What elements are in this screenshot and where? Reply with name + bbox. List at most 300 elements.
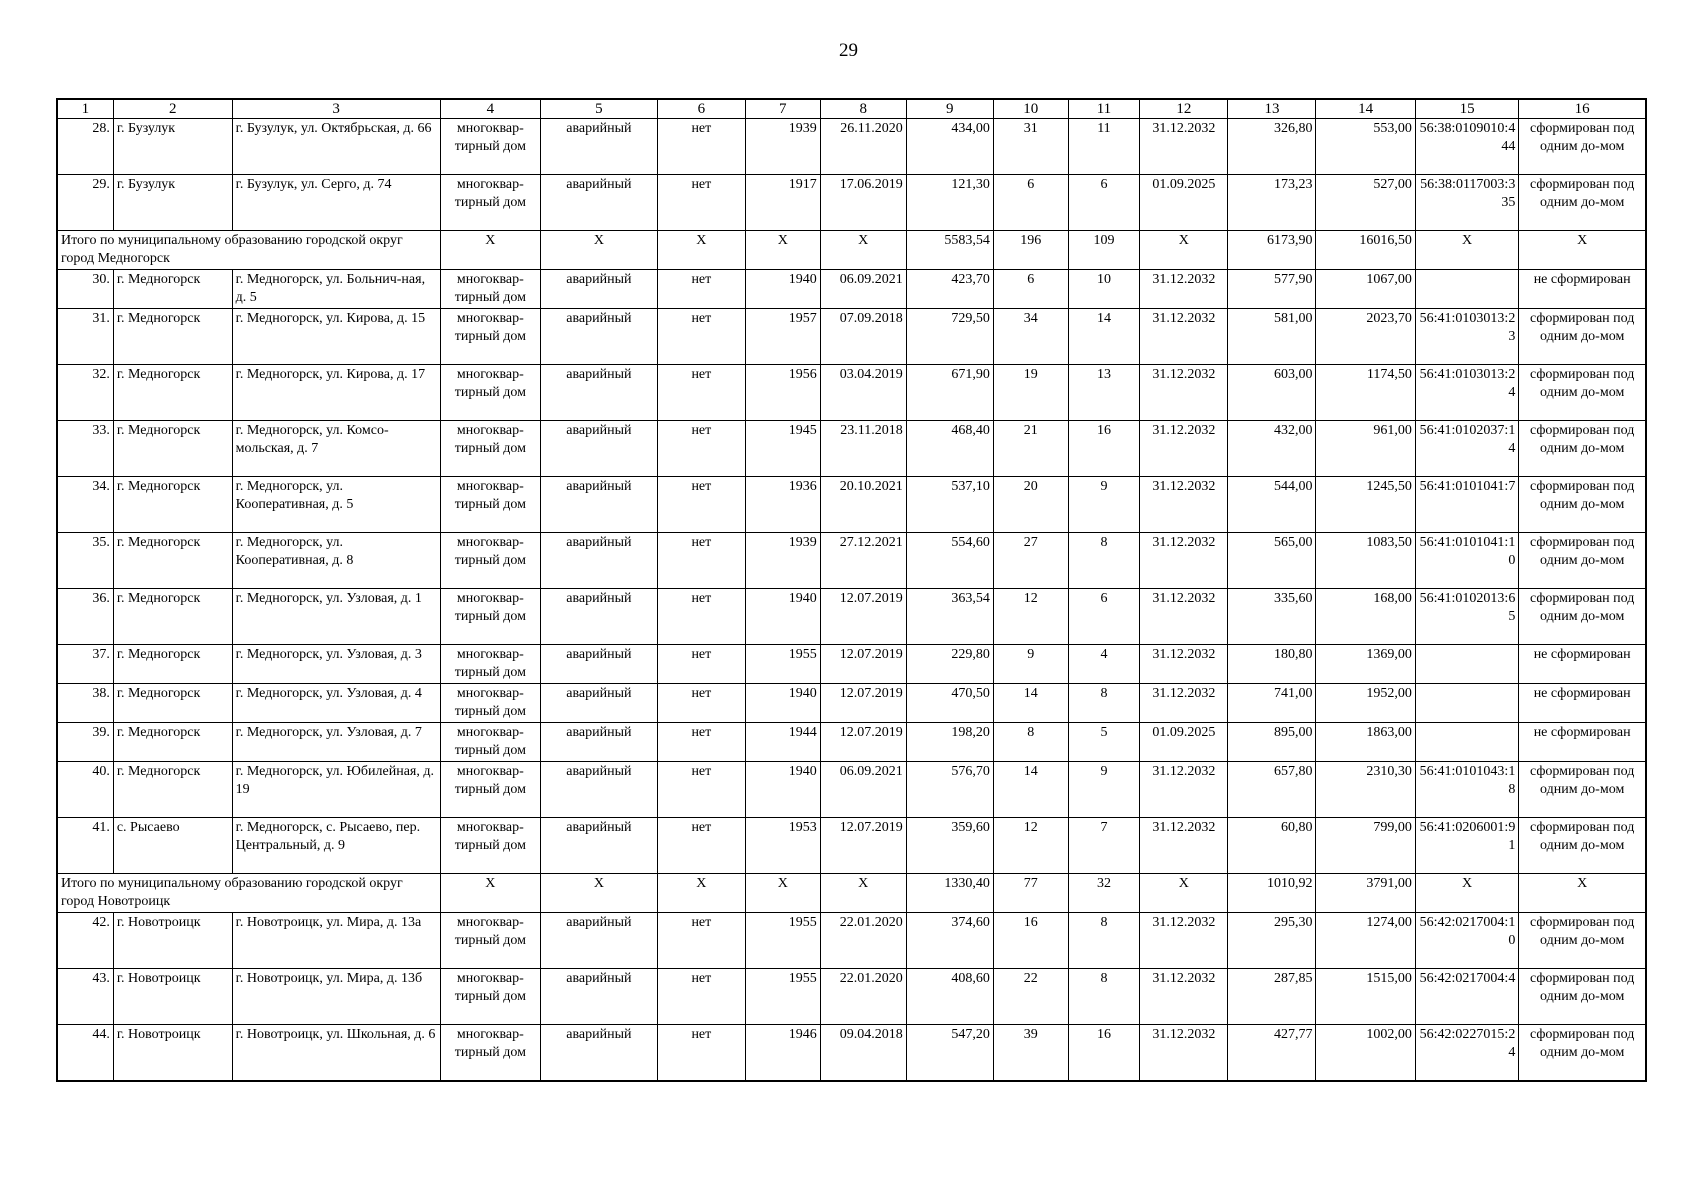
subtotal-recognition-date: X <box>820 231 906 270</box>
recognition-date-cell: 20.10.2021 <box>820 477 906 533</box>
recognition-date-cell: 07.09.2018 <box>820 309 906 365</box>
house-type-cell: многоквар-тирный дом <box>440 969 540 1025</box>
subtotal-label: Итого по муниципальному образованию городской округ город Новотроицк <box>57 874 440 913</box>
row-number-cell: 43. <box>57 969 113 1025</box>
address-cell: г. Новотроицк, ул. Мира, д. 13б <box>232 969 440 1025</box>
build-year-cell: 1953 <box>745 818 820 874</box>
column-number-cell: 1 <box>57 99 113 119</box>
build-year-cell: 1946 <box>745 1025 820 1082</box>
demolished-flag-cell: нет <box>657 818 745 874</box>
address-cell: г. Медногорск, ул. Комсо-мольская, д. 7 <box>232 421 440 477</box>
column-number-cell: 11 <box>1068 99 1140 119</box>
build-year-cell: 1940 <box>745 762 820 818</box>
house-type-cell: многоквар-тирный дом <box>440 684 540 723</box>
condition-cell: аварийный <box>541 119 658 175</box>
relocated-area-cell: 577,90 <box>1228 270 1316 309</box>
area-cell: 423,70 <box>906 270 993 309</box>
recognition-date-cell: 03.04.2019 <box>820 365 906 421</box>
area-cell: 671,90 <box>906 365 993 421</box>
land-status-cell: не сформирован <box>1519 270 1646 309</box>
settlement-cell: г. Новотроицк <box>113 913 232 969</box>
demolished-flag-cell: нет <box>657 421 745 477</box>
residents-cell: 8 <box>993 723 1068 762</box>
table-row <box>57 818 1646 874</box>
land-status-cell: сформирован под одним до-мом <box>1519 309 1646 365</box>
land-area-cell: 2023,70 <box>1316 309 1415 365</box>
relocated-area-cell: 173,23 <box>1228 175 1316 231</box>
address-cell: г. Медногорск, ул. Узловая, д. 1 <box>232 589 440 645</box>
settlement-cell: с. Рысаево <box>113 818 232 874</box>
row-number-cell: 36. <box>57 589 113 645</box>
relocated-area-cell: 180,80 <box>1228 645 1316 684</box>
subtotal-house-type: X <box>440 231 540 270</box>
relocation-deadline-cell: 31.12.2032 <box>1140 119 1228 175</box>
settlement-cell: г. Новотроицк <box>113 1025 232 1082</box>
build-year-cell: 1956 <box>745 365 820 421</box>
premises-cell: 10 <box>1068 270 1140 309</box>
subtotal-row <box>57 231 1646 270</box>
subtotal-relocation-deadline: X <box>1140 231 1228 270</box>
row-number-cell: 34. <box>57 477 113 533</box>
column-number-cell: 10 <box>993 99 1068 119</box>
build-year-cell: 1944 <box>745 723 820 762</box>
demolished-flag-cell: нет <box>657 1025 745 1082</box>
cadastral-number-cell: 56:41:0206001:91 <box>1415 818 1518 874</box>
condition-cell: аварийный <box>541 1025 658 1082</box>
column-number-header-row <box>57 99 1646 119</box>
relocation-deadline-cell: 31.12.2032 <box>1140 645 1228 684</box>
house-type-cell: многоквар-тирный дом <box>440 818 540 874</box>
cadastral-number-cell: 56:41:0102013:65 <box>1415 589 1518 645</box>
relocation-deadline-cell: 31.12.2032 <box>1140 913 1228 969</box>
recognition-date-cell: 12.07.2019 <box>820 723 906 762</box>
demolished-flag-cell: нет <box>657 119 745 175</box>
subtotal-relocated-area: 6173,90 <box>1228 231 1316 270</box>
subtotal-build-year: X <box>745 874 820 913</box>
row-number-cell: 29. <box>57 175 113 231</box>
premises-cell: 7 <box>1068 818 1140 874</box>
housing-register-table <box>56 98 1647 1082</box>
premises-cell: 16 <box>1068 1025 1140 1082</box>
column-number-cell: 9 <box>906 99 993 119</box>
settlement-cell: г. Медногорск <box>113 477 232 533</box>
row-number-cell: 41. <box>57 818 113 874</box>
subtotal-demolished-flag: X <box>657 874 745 913</box>
table-row <box>57 913 1646 969</box>
subtotal-cadastral-number: X <box>1415 874 1518 913</box>
demolished-flag-cell: нет <box>657 684 745 723</box>
premises-cell: 8 <box>1068 684 1140 723</box>
condition-cell: аварийный <box>541 270 658 309</box>
build-year-cell: 1955 <box>745 645 820 684</box>
cadastral-number-cell <box>1415 270 1518 309</box>
residents-cell: 39 <box>993 1025 1068 1082</box>
address-cell: г. Медногорск, ул. Узловая, д. 7 <box>232 723 440 762</box>
table-row <box>57 309 1646 365</box>
residents-cell: 6 <box>993 270 1068 309</box>
residents-cell: 14 <box>993 762 1068 818</box>
recognition-date-cell: 26.11.2020 <box>820 119 906 175</box>
relocation-deadline-cell: 31.12.2032 <box>1140 365 1228 421</box>
premises-cell: 9 <box>1068 477 1140 533</box>
build-year-cell: 1917 <box>745 175 820 231</box>
relocated-area-cell: 603,00 <box>1228 365 1316 421</box>
row-number-cell: 40. <box>57 762 113 818</box>
premises-cell: 4 <box>1068 645 1140 684</box>
relocated-area-cell: 657,80 <box>1228 762 1316 818</box>
subtotal-land-area: 3791,00 <box>1316 874 1415 913</box>
settlement-cell: г. Медногорск <box>113 645 232 684</box>
subtotal-row <box>57 874 1646 913</box>
relocation-deadline-cell: 31.12.2032 <box>1140 270 1228 309</box>
premises-cell: 13 <box>1068 365 1140 421</box>
cadastral-number-cell: 56:42:0217004:4 <box>1415 969 1518 1025</box>
relocated-area-cell: 895,00 <box>1228 723 1316 762</box>
build-year-cell: 1955 <box>745 969 820 1025</box>
relocated-area-cell: 326,80 <box>1228 119 1316 175</box>
relocation-deadline-cell: 31.12.2032 <box>1140 533 1228 589</box>
subtotal-house-type: X <box>440 874 540 913</box>
relocated-area-cell: 544,00 <box>1228 477 1316 533</box>
build-year-cell: 1939 <box>745 119 820 175</box>
address-cell: г. Бузулук, ул. Серго, д. 74 <box>232 175 440 231</box>
subtotal-residents: 196 <box>993 231 1068 270</box>
demolished-flag-cell: нет <box>657 969 745 1025</box>
condition-cell: аварийный <box>541 421 658 477</box>
land-area-cell: 1245,50 <box>1316 477 1415 533</box>
house-type-cell: многоквар-тирный дом <box>440 477 540 533</box>
residents-cell: 27 <box>993 533 1068 589</box>
cadastral-number-cell: 56:42:0217004:10 <box>1415 913 1518 969</box>
area-cell: 576,70 <box>906 762 993 818</box>
recognition-date-cell: 06.09.2021 <box>820 270 906 309</box>
land-area-cell: 1952,00 <box>1316 684 1415 723</box>
column-number-cell: 16 <box>1519 99 1646 119</box>
land-area-cell: 1174,50 <box>1316 365 1415 421</box>
residents-cell: 21 <box>993 421 1068 477</box>
address-cell: г. Медногорск, ул. Больнич-ная, д. 5 <box>232 270 440 309</box>
build-year-cell: 1936 <box>745 477 820 533</box>
settlement-cell: г. Медногорск <box>113 589 232 645</box>
house-type-cell: многоквар-тирный дом <box>440 270 540 309</box>
address-cell: г. Медногорск, ул. Узловая, д. 3 <box>232 645 440 684</box>
subtotal-premises: 32 <box>1068 874 1140 913</box>
relocation-deadline-cell: 31.12.2032 <box>1140 477 1228 533</box>
premises-cell: 8 <box>1068 969 1140 1025</box>
address-cell: г. Новотроицк, ул. Мира, д. 13а <box>232 913 440 969</box>
land-status-cell: не сформирован <box>1519 645 1646 684</box>
table-row <box>57 119 1646 175</box>
subtotal-relocation-deadline: X <box>1140 874 1228 913</box>
relocation-deadline-cell: 31.12.2032 <box>1140 421 1228 477</box>
house-type-cell: многоквар-тирный дом <box>440 533 540 589</box>
settlement-cell: г. Медногорск <box>113 309 232 365</box>
row-number-cell: 28. <box>57 119 113 175</box>
page-number: 29 <box>839 40 858 61</box>
residents-cell: 12 <box>993 589 1068 645</box>
cadastral-number-cell: 56:41:0103013:24 <box>1415 365 1518 421</box>
demolished-flag-cell: нет <box>657 309 745 365</box>
demolished-flag-cell: нет <box>657 762 745 818</box>
subtotal-recognition-date: X <box>820 874 906 913</box>
relocated-area-cell: 60,80 <box>1228 818 1316 874</box>
address-cell: г. Медногорск, ул. Кирова, д. 15 <box>232 309 440 365</box>
area-cell: 121,30 <box>906 175 993 231</box>
subtotal-land-status: X <box>1519 231 1646 270</box>
subtotal-condition: X <box>541 231 658 270</box>
area-cell: 554,60 <box>906 533 993 589</box>
subtotal-demolished-flag: X <box>657 231 745 270</box>
subtotal-cadastral-number: X <box>1415 231 1518 270</box>
column-number-cell: 14 <box>1316 99 1415 119</box>
table-row <box>57 589 1646 645</box>
subtotal-label: Итого по муниципальному образованию городской округ город Медногорск <box>57 231 440 270</box>
table-row <box>57 723 1646 762</box>
row-number-cell: 42. <box>57 913 113 969</box>
area-cell: 434,00 <box>906 119 993 175</box>
house-type-cell: многоквар-тирный дом <box>440 365 540 421</box>
relocation-deadline-cell: 31.12.2032 <box>1140 309 1228 365</box>
land-area-cell: 799,00 <box>1316 818 1415 874</box>
land-status-cell: сформирован под одним до-мом <box>1519 477 1646 533</box>
condition-cell: аварийный <box>541 762 658 818</box>
condition-cell: аварийный <box>541 913 658 969</box>
residents-cell: 14 <box>993 684 1068 723</box>
row-number-cell: 30. <box>57 270 113 309</box>
premises-cell: 8 <box>1068 533 1140 589</box>
residents-cell: 20 <box>993 477 1068 533</box>
land-status-cell: сформирован под одним до-мом <box>1519 119 1646 175</box>
table-row <box>57 421 1646 477</box>
land-status-cell: сформирован под одним до-мом <box>1519 421 1646 477</box>
settlement-cell: г. Медногорск <box>113 762 232 818</box>
premises-cell: 6 <box>1068 175 1140 231</box>
demolished-flag-cell: нет <box>657 365 745 421</box>
relocation-deadline-cell: 31.12.2032 <box>1140 684 1228 723</box>
row-number-cell: 33. <box>57 421 113 477</box>
address-cell: г. Медногорск, ул. Кирова, д. 17 <box>232 365 440 421</box>
address-cell: г. Медногорск, ул. Юбилейная, д. 19 <box>232 762 440 818</box>
row-number-cell: 44. <box>57 1025 113 1082</box>
demolished-flag-cell: нет <box>657 723 745 762</box>
condition-cell: аварийный <box>541 723 658 762</box>
cadastral-number-cell: 56:41:0101041:10 <box>1415 533 1518 589</box>
house-type-cell: многоквар-тирный дом <box>440 309 540 365</box>
land-area-cell: 1002,00 <box>1316 1025 1415 1082</box>
house-type-cell: многоквар-тирный дом <box>440 175 540 231</box>
relocated-area-cell: 565,00 <box>1228 533 1316 589</box>
row-number-cell: 39. <box>57 723 113 762</box>
table-row <box>57 645 1646 684</box>
cadastral-number-cell: 56:41:0101043:18 <box>1415 762 1518 818</box>
build-year-cell: 1945 <box>745 421 820 477</box>
land-area-cell: 1274,00 <box>1316 913 1415 969</box>
condition-cell: аварийный <box>541 533 658 589</box>
settlement-cell: г. Медногорск <box>113 723 232 762</box>
house-type-cell: многоквар-тирный дом <box>440 723 540 762</box>
build-year-cell: 1957 <box>745 309 820 365</box>
land-area-cell: 1863,00 <box>1316 723 1415 762</box>
demolished-flag-cell: нет <box>657 175 745 231</box>
residents-cell: 9 <box>993 645 1068 684</box>
premises-cell: 9 <box>1068 762 1140 818</box>
land-status-cell: не сформирован <box>1519 723 1646 762</box>
area-cell: 229,80 <box>906 645 993 684</box>
house-type-cell: многоквар-тирный дом <box>440 119 540 175</box>
premises-cell: 5 <box>1068 723 1140 762</box>
land-status-cell: не сформирован <box>1519 684 1646 723</box>
area-cell: 468,40 <box>906 421 993 477</box>
recognition-date-cell: 22.01.2020 <box>820 969 906 1025</box>
row-number-cell: 35. <box>57 533 113 589</box>
recognition-date-cell: 12.07.2019 <box>820 818 906 874</box>
residents-cell: 6 <box>993 175 1068 231</box>
premises-cell: 11 <box>1068 119 1140 175</box>
cadastral-number-cell <box>1415 645 1518 684</box>
land-status-cell: сформирован под одним до-мом <box>1519 1025 1646 1082</box>
table-row <box>57 365 1646 421</box>
area-cell: 198,20 <box>906 723 993 762</box>
build-year-cell: 1940 <box>745 684 820 723</box>
cadastral-number-cell: 56:41:0103013:23 <box>1415 309 1518 365</box>
relocated-area-cell: 581,00 <box>1228 309 1316 365</box>
settlement-cell: г. Медногорск <box>113 533 232 589</box>
demolished-flag-cell: нет <box>657 533 745 589</box>
subtotal-premises: 109 <box>1068 231 1140 270</box>
house-type-cell: многоквар-тирный дом <box>440 589 540 645</box>
residents-cell: 12 <box>993 818 1068 874</box>
recognition-date-cell: 12.07.2019 <box>820 684 906 723</box>
recognition-date-cell: 09.04.2018 <box>820 1025 906 1082</box>
demolished-flag-cell: нет <box>657 645 745 684</box>
land-area-cell: 2310,30 <box>1316 762 1415 818</box>
residents-cell: 16 <box>993 913 1068 969</box>
table-row <box>57 762 1646 818</box>
demolished-flag-cell: нет <box>657 477 745 533</box>
condition-cell: аварийный <box>541 309 658 365</box>
column-number-cell: 15 <box>1415 99 1518 119</box>
recognition-date-cell: 17.06.2019 <box>820 175 906 231</box>
area-cell: 470,50 <box>906 684 993 723</box>
subtotal-condition: X <box>541 874 658 913</box>
premises-cell: 16 <box>1068 421 1140 477</box>
demolished-flag-cell: нет <box>657 913 745 969</box>
relocation-deadline-cell: 01.09.2025 <box>1140 175 1228 231</box>
cadastral-number-cell <box>1415 723 1518 762</box>
land-area-cell: 527,00 <box>1316 175 1415 231</box>
premises-cell: 6 <box>1068 589 1140 645</box>
cadastral-number-cell: 56:42:0227015:24 <box>1415 1025 1518 1082</box>
table-row <box>57 969 1646 1025</box>
subtotal-land-area: 16016,50 <box>1316 231 1415 270</box>
condition-cell: аварийный <box>541 365 658 421</box>
area-cell: 363,54 <box>906 589 993 645</box>
address-cell: г. Медногорск, ул. Узловая, д. 4 <box>232 684 440 723</box>
house-type-cell: многоквар-тирный дом <box>440 421 540 477</box>
condition-cell: аварийный <box>541 818 658 874</box>
table-row <box>57 1025 1646 1082</box>
land-status-cell: сформирован под одним до-мом <box>1519 533 1646 589</box>
address-cell: г. Новотроицк, ул. Школьная, д. 6 <box>232 1025 440 1082</box>
recognition-date-cell: 27.12.2021 <box>820 533 906 589</box>
settlement-cell: г. Медногорск <box>113 270 232 309</box>
demolished-flag-cell: нет <box>657 270 745 309</box>
area-cell: 729,50 <box>906 309 993 365</box>
residents-cell: 19 <box>993 365 1068 421</box>
land-area-cell: 1515,00 <box>1316 969 1415 1025</box>
table-row <box>57 175 1646 231</box>
land-area-cell: 553,00 <box>1316 119 1415 175</box>
area-cell: 408,60 <box>906 969 993 1025</box>
build-year-cell: 1940 <box>745 589 820 645</box>
land-status-cell: сформирован под одним до-мом <box>1519 365 1646 421</box>
build-year-cell: 1939 <box>745 533 820 589</box>
residents-cell: 22 <box>993 969 1068 1025</box>
build-year-cell: 1955 <box>745 913 820 969</box>
cadastral-number-cell: 56:38:0109010:444 <box>1415 119 1518 175</box>
recognition-date-cell: 12.07.2019 <box>820 589 906 645</box>
relocated-area-cell: 427,77 <box>1228 1025 1316 1082</box>
relocated-area-cell: 295,30 <box>1228 913 1316 969</box>
house-type-cell: многоквар-тирный дом <box>440 645 540 684</box>
relocation-deadline-cell: 31.12.2032 <box>1140 1025 1228 1082</box>
settlement-cell: г. Медногорск <box>113 421 232 477</box>
table-row <box>57 270 1646 309</box>
condition-cell: аварийный <box>541 175 658 231</box>
recognition-date-cell: 06.09.2021 <box>820 762 906 818</box>
settlement-cell: г. Бузулук <box>113 175 232 231</box>
settlement-cell: г. Медногорск <box>113 365 232 421</box>
relocation-deadline-cell: 31.12.2032 <box>1140 762 1228 818</box>
condition-cell: аварийный <box>541 684 658 723</box>
premises-cell: 14 <box>1068 309 1140 365</box>
column-number-cell: 7 <box>745 99 820 119</box>
area-cell: 547,20 <box>906 1025 993 1082</box>
row-number-cell: 38. <box>57 684 113 723</box>
land-status-cell: сформирован под одним до-мом <box>1519 762 1646 818</box>
relocated-area-cell: 741,00 <box>1228 684 1316 723</box>
relocation-deadline-cell: 01.09.2025 <box>1140 723 1228 762</box>
address-cell: г. Медногорск, с. Рысаево, пер. Центральный, д. 9 <box>232 818 440 874</box>
address-cell: г. Медногорск, ул. Кооперативная, д. 5 <box>232 477 440 533</box>
cadastral-number-cell: 56:41:0102037:14 <box>1415 421 1518 477</box>
premises-cell: 8 <box>1068 913 1140 969</box>
land-area-cell: 1067,00 <box>1316 270 1415 309</box>
row-number-cell: 31. <box>57 309 113 365</box>
subtotal-build-year: X <box>745 231 820 270</box>
cadastral-number-cell <box>1415 684 1518 723</box>
subtotal-relocated-area: 1010,92 <box>1228 874 1316 913</box>
house-type-cell: многоквар-тирный дом <box>440 1025 540 1082</box>
relocation-deadline-cell: 31.12.2032 <box>1140 589 1228 645</box>
column-number-cell: 4 <box>440 99 540 119</box>
land-area-cell: 961,00 <box>1316 421 1415 477</box>
row-number-cell: 37. <box>57 645 113 684</box>
area-cell: 537,10 <box>906 477 993 533</box>
recognition-date-cell: 23.11.2018 <box>820 421 906 477</box>
column-number-cell: 3 <box>232 99 440 119</box>
condition-cell: аварийный <box>541 589 658 645</box>
house-type-cell: многоквар-тирный дом <box>440 913 540 969</box>
land-status-cell: сформирован под одним до-мом <box>1519 818 1646 874</box>
subtotal-area: 5583,54 <box>906 231 993 270</box>
relocation-deadline-cell: 31.12.2032 <box>1140 969 1228 1025</box>
subtotal-area: 1330,40 <box>906 874 993 913</box>
cadastral-number-cell: 56:38:0117003:335 <box>1415 175 1518 231</box>
land-status-cell: сформирован под одним до-мом <box>1519 175 1646 231</box>
settlement-cell: г. Бузулук <box>113 119 232 175</box>
condition-cell: аварийный <box>541 969 658 1025</box>
